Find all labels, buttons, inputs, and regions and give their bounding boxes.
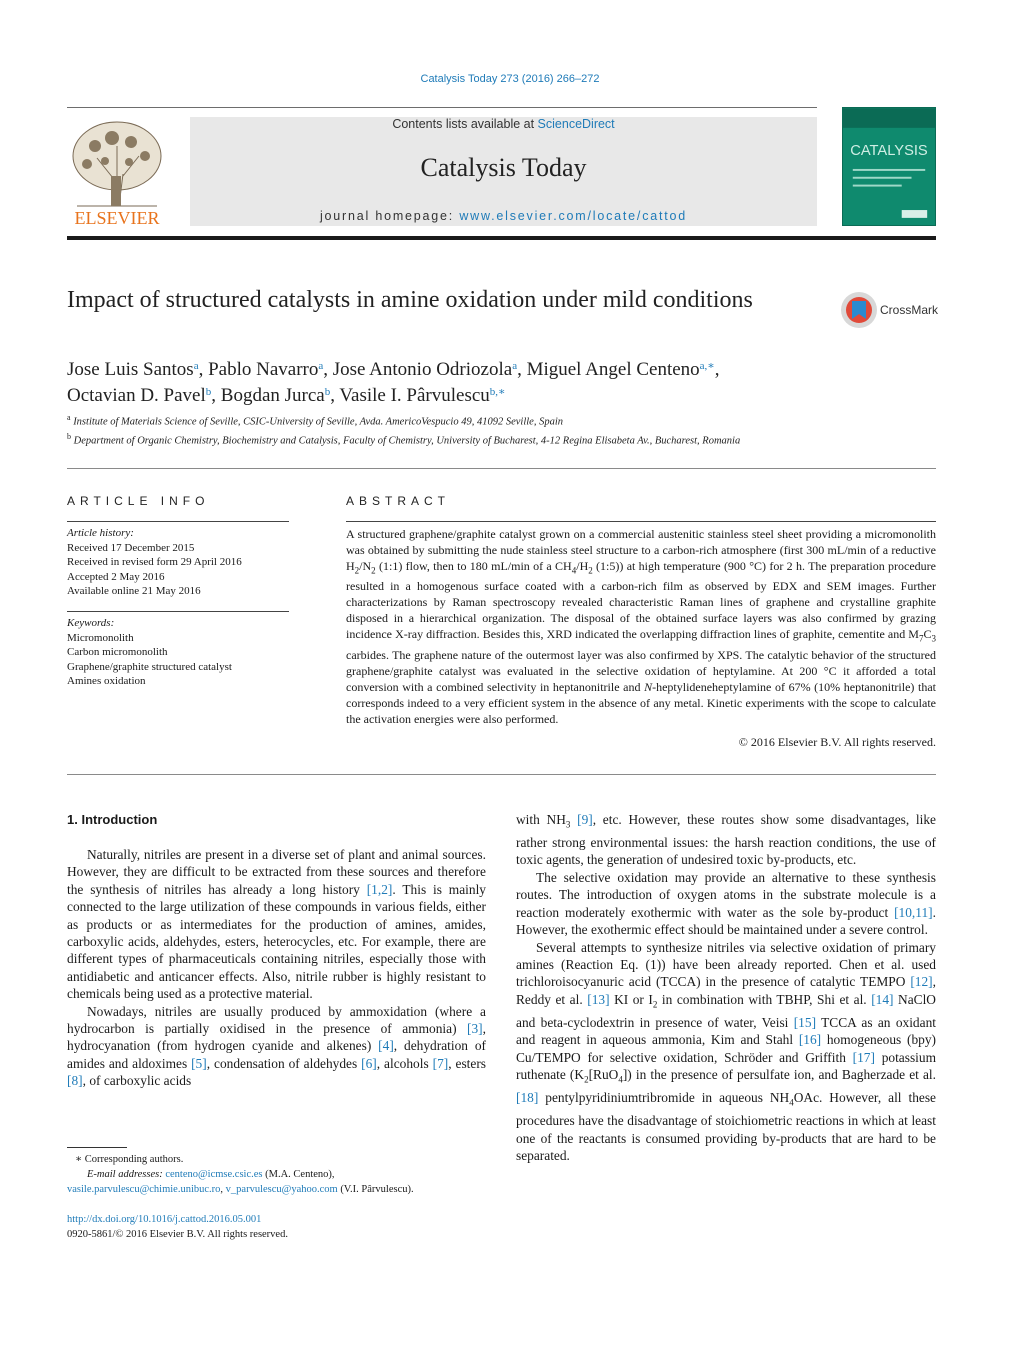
affiliations xyxy=(67,411,807,449)
author-name[interactable]: Octavian D. Pavel xyxy=(67,385,206,406)
email-label: E-mail addresses: xyxy=(87,1169,166,1180)
email-line xyxy=(67,1167,487,1182)
divider xyxy=(67,521,289,522)
doi-block xyxy=(67,1212,467,1242)
divider xyxy=(67,774,936,775)
citation-link[interactable]: [14] xyxy=(871,991,894,1007)
elsevier-wordmark: ELSEVIER xyxy=(74,208,160,228)
paragraph-continued: with $NH_3$ [9], etc. However, these routes show some disadvantages, like rather strong environmental issues: the harsh reaction conditions, the use of toxic agents, the generation of undesired toxic by-products, etc. xyxy=(516,812,936,868)
author-affiliation-marker: b xyxy=(205,386,212,398)
crossmark-badge[interactable] xyxy=(840,291,940,329)
abstract-body: A structured graphene/graphite catalyst grown on a commercial austenitic stainless steel sheet providing a micromonolith was obtained by submitting the nude stainless steel structure to a carbon-rich atmosphere (first 300 mL/min of a reductive $H_2/N_2$ (1:1) flow, then to 180 mL/min of a $CH_4/H_2$ (1:5)) at high temperature (900 °C) for 2 h. The preparation procedure resulted in a homogenous surface coated with a carbon-rich film as observed by EDX and SEM images. Further characterizations by Raman spectroscopy revealed characteristic Raman lines of graphene and crystalline graphite disposed in a hierarchical organization. The disposal of the obtained surface layers was also confirmed by grazing incidence X-ray diffraction. Besides this, XRD indicated the overlapping diffraction lines of graphite, cementite and $M_7C_3$ carbides. The graphene nature of the outermost layer was also confirmed by XPS. The catalytic behavior of the structured graphene/graphite catalyst was evaluated in the selective oxidation of heptylamine. At 200 °C it afforded a total conversion with a combined selectivity in heptanonitrile and N-heptylideneheptylamine of 67% (10% heptanonitrile) that corresponds indeed to a very efficient system in the absence of any metal. Kinetic experiments with the scope to calculate the activation energies were also performed. xyxy=(346,527,936,726)
history-item: Accepted 2 May 2016 xyxy=(67,570,165,583)
contents-line xyxy=(190,117,817,131)
elsevier-tree-logo xyxy=(67,116,167,228)
affiliation-a xyxy=(67,411,807,430)
header-thick-divider xyxy=(67,236,936,240)
journal-cover-thumbnail[interactable] xyxy=(842,107,936,226)
divider xyxy=(346,521,936,522)
affiliation-marker: b xyxy=(67,432,71,441)
abstract-copyright: © 2016 Elsevier B.V. All rights reserved. xyxy=(738,735,936,749)
citation-link[interactable]: [6] xyxy=(361,1055,377,1071)
homepage-prefix: journal homepage: xyxy=(319,209,460,223)
history-item: Received 17 December 2015 xyxy=(67,541,195,554)
author-affiliation-marker: a xyxy=(318,360,324,372)
article-title: Impact of structured catalysts in amine oxidation under mild conditions xyxy=(67,287,753,313)
email-link[interactable]: v_parvulescu@yahoo.com xyxy=(225,1184,338,1195)
citation-link[interactable]: [10,11] xyxy=(894,904,933,920)
email-owner: (V.I. Pârvulescu). xyxy=(337,1184,414,1195)
journal-citation[interactable]: Catalysis Today 273 (2016) 266–272 xyxy=(420,73,600,85)
citation-link[interactable]: [18] xyxy=(516,1090,539,1106)
author-affiliation-marker: a xyxy=(512,360,518,372)
body-column-left xyxy=(67,846,486,1090)
citation-link[interactable]: [4] xyxy=(378,1038,394,1054)
issn-line: 0920-5861/© 2016 Elsevier B.V. All rights reserved. xyxy=(67,1229,288,1240)
footnote-divider xyxy=(67,1147,127,1148)
journal-homepage-link[interactable]: www.elsevier.com/locate/cattod xyxy=(459,209,688,223)
body-column-right xyxy=(516,811,936,1164)
citation-link[interactable]: [16] xyxy=(798,1032,822,1048)
author-name[interactable]: Miguel Angel Centeno xyxy=(526,359,700,380)
citation-link[interactable]: [13] xyxy=(587,991,610,1007)
author-affiliation-marker: b xyxy=(324,386,331,398)
citation-link[interactable]: [3] xyxy=(467,1021,483,1037)
abstract-heading: ABSTRACT xyxy=(346,494,451,508)
citation-link[interactable]: [9] xyxy=(577,812,593,827)
paragraph: The selective oxidation may provide an alternative to these synthesis routes. The introduction of oxygen atoms in the substrate molecule is a reaction moderately exothermic with water as the sole by-product [10,11]. However, the exothermic effect should be maintained under a severe control. xyxy=(516,869,936,938)
divider xyxy=(67,468,936,469)
article-info-heading: ARTICLE INFO xyxy=(67,494,210,508)
author-name[interactable]: Jose Luis Santos xyxy=(67,359,194,380)
affiliation-b xyxy=(67,430,807,449)
citation-link[interactable]: [17] xyxy=(852,1049,875,1065)
paragraph: Nowadays, nitriles are usually produced by ammoxidation (where a hydrocarbon is partially oxidised in the presence of ammonia) [3], hydrocyanation (from hydrogen cyanide and alkenes) [4], dehydration of amides and aldoximes [5], condensation of aldehydes [6], alcohols [7], esters [8], of carboxylic acids xyxy=(67,1003,486,1089)
article-history xyxy=(67,526,297,599)
author-name[interactable]: Pablo Navarro xyxy=(208,359,319,380)
footnotes xyxy=(67,1152,487,1197)
author-affiliation-marker: a,∗ xyxy=(699,360,715,372)
divider xyxy=(67,611,289,612)
affiliation-text: Institute of Materials Science of Seville, CSIC-University of Seville, Avda. AmericoVespucio 49, 41092 Seville, Spain xyxy=(73,416,563,428)
affiliation-text: Department of Organic Chemistry, Biochemistry and Catalysis, Faculty of Chemistry, University of Bucharest, 4-12 Regina Elisabeta Av., Bucharest, Romania xyxy=(73,435,741,447)
history-label: Article history: xyxy=(67,527,134,539)
journal-name: Catalysis Today xyxy=(420,153,587,182)
citation-link[interactable]: [12] xyxy=(910,974,933,990)
keyword: Carbon micromonolith xyxy=(67,646,168,658)
crossmark-label: CrossMark xyxy=(880,303,939,317)
paragraph: Several attempts to synthesize nitriles via selective oxidation of primary amines (Reaction Eq. (1)) have been already reported. Chen et al. used trichloroisocyanuric acid (TCCA) in the presence of catalytic TEMPO [12], Reddy et al. [13] KI or $I_2$ in combination with TBHP, Shi et al. [14] NaClO and beta-cyclodextrin in presence of water, Veisi [15] TCCA as an oxidant and reagent in aqueous ammonia, Kim and Stahl [16] homogeneous (bpy) Cu/TEMPO for selective oxidation, Schröder and Griffith [17] potassium ruthenate $(K_2[RuO_4])$ in the presence of persulfate ion, and Bagherzade et al. [18] pentylpyridiniumtribromide in aqueous $NH_4OAc$. However, all these procedures have the disadvantage of stoichiometric reactions in which at least one of the reactants is consumed providing by-products that are hard to be separated. xyxy=(516,939,937,1163)
journal-banner xyxy=(190,117,817,226)
author-affiliation-marker: a xyxy=(193,360,199,372)
history-item: Received in revised form 29 April 2016 xyxy=(67,556,242,568)
keywords xyxy=(67,616,297,689)
citation-link[interactable]: [15] xyxy=(793,1014,817,1030)
cover-title: CATALYSIS xyxy=(850,143,928,160)
email-owner: (M.A. Centeno), xyxy=(262,1169,335,1180)
email-link[interactable]: centeno@icmse.csic.es xyxy=(165,1169,263,1180)
author-name[interactable]: Vasile I. Pârvulescu xyxy=(339,385,490,406)
citation-link[interactable]: [7] xyxy=(432,1055,449,1071)
doi-link[interactable]: http://dx.doi.org/10.1016/j.cattod.2016.05.001 xyxy=(67,1214,262,1225)
email-link[interactable]: vasile.parvulescu@chimie.unibuc.ro xyxy=(67,1184,221,1195)
author-name[interactable]: Jose Antonio Odriozola xyxy=(332,359,513,380)
keyword: Graphene/graphite structured catalyst xyxy=(67,660,232,673)
citation-link[interactable]: [8] xyxy=(67,1073,83,1089)
header-divider xyxy=(67,107,817,108)
citation-link[interactable]: [5] xyxy=(191,1055,207,1071)
author-name[interactable]: Bogdan Jurca xyxy=(220,385,325,406)
section-heading-introduction: 1. Introduction xyxy=(67,812,158,827)
sciencedirect-link[interactable]: ScienceDirect xyxy=(537,117,615,131)
affiliation-marker: a xyxy=(67,413,71,422)
paragraph: Naturally, nitriles are present in a diverse set of plant and animal sources. However, they are difficult to be extracted from these sources and therefore the synthesis of nitriles has already a long history [1,2]. This is mainly connected to the large utilization of these compounds in various fields, either as products or as intermediates for the production of amines, amides, carboxylic acids, aldehydes, esters, heterocycles, etc. For example, there are different types of pharmaceuticals containing nitriles, especially those with antidiabetic and anticancer effects. Also, nitrile rubber is highly resistant to chemicals being used as a protective material. xyxy=(67,847,486,1002)
keyword: Micromonolith xyxy=(67,631,134,644)
keywords-label: Keywords: xyxy=(67,617,115,629)
citation-link[interactable]: [1,2] xyxy=(366,881,393,897)
keyword: Amines oxidation xyxy=(67,675,146,687)
author-list: Jose Luis Santos$^a$, Pablo Navarro$^a$, Jose Antonio Odriozola$^a$, Miguel Angel Centeno$^{a,∗}$, Octavian D. Pavel$^b$, Bogdan Jurca$^b$, Vasile I. Pârvulescu$^{b,∗}$ xyxy=(67,359,720,406)
crossmark-icon xyxy=(840,291,878,329)
email-line: vasile.parvulescu@chimie.unibuc.ro, v_parvulescu@yahoo.com (V.I. Pârvulescu). xyxy=(67,1184,414,1195)
author-affiliation-marker: b,∗ xyxy=(489,386,506,398)
contents-prefix: Contents lists available at xyxy=(392,117,538,131)
homepage-line xyxy=(190,209,817,223)
history-item: Available online 21 May 2016 xyxy=(67,585,201,597)
corresponding-note: ∗ Corresponding authors. xyxy=(75,1154,184,1165)
